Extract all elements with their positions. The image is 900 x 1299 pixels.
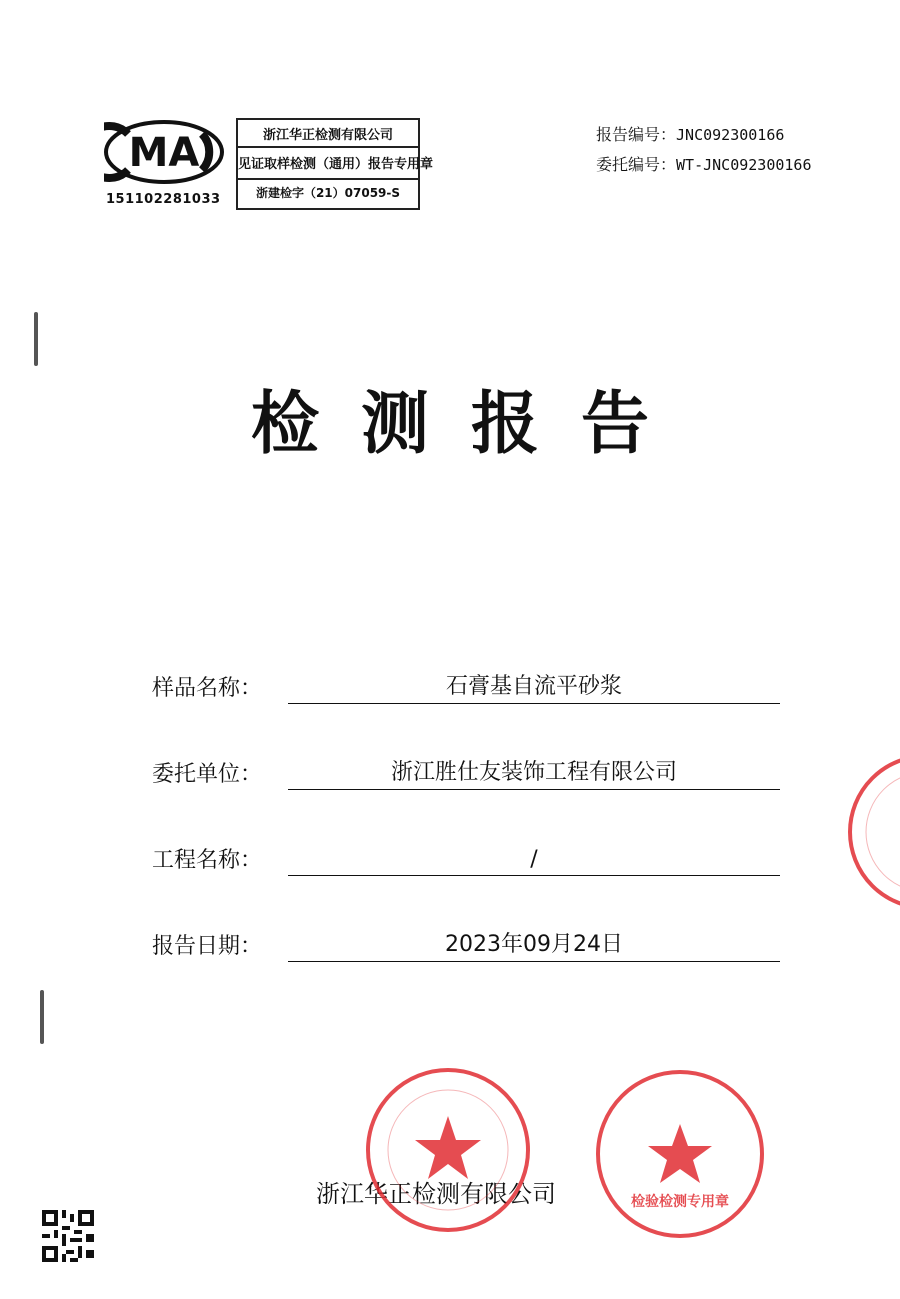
stamp-divider: [238, 178, 418, 180]
report-number-label: 报告编号：: [596, 125, 677, 144]
field-label: 报告日期：: [152, 934, 263, 959]
report-number: JNC092300166: [676, 126, 785, 144]
underline: [288, 789, 780, 791]
cma-code: 151102281033: [106, 192, 221, 207]
field-label: 委托单位：: [152, 762, 263, 787]
partial-seal-icon: [846, 752, 900, 912]
entrust-number: WT-JNC092300166: [676, 156, 812, 174]
field-value: /: [530, 847, 538, 872]
field-client: [152, 754, 782, 794]
inspection-seal-icon: [594, 1068, 766, 1240]
underline: [288, 703, 780, 705]
qr-code-icon: [42, 1210, 94, 1262]
underline: [288, 875, 780, 877]
svg-text:MA: MA: [128, 130, 200, 176]
cma-logo-icon: [104, 120, 228, 190]
field-project-name: [152, 840, 782, 880]
report-number-row: [596, 120, 811, 150]
page-title: 检测报告: [250, 384, 691, 464]
svg-text:检验检测专用章: 检验检测专用章: [631, 1194, 729, 1210]
stamp-line-company: 浙江华正检测有限公司: [262, 128, 393, 143]
field-label: 工程名称：: [152, 848, 263, 873]
field-report-date: [152, 926, 782, 966]
company-seal-icon: [364, 1066, 532, 1234]
cma-mark: [104, 120, 228, 210]
field-sample-name: [152, 668, 782, 708]
underline: [288, 961, 780, 963]
qualification-stamp: [236, 118, 434, 210]
entrust-number-row: [596, 150, 811, 180]
scan-mark: [34, 312, 38, 366]
scan-mark: [40, 990, 44, 1044]
stamp-line-license: 浙建检字（21）07059-S: [255, 186, 401, 200]
issuer-company: 浙江华正检测有限公司: [316, 1180, 556, 1208]
report-references: [596, 120, 811, 180]
field-value: 2023年09月24日: [445, 932, 623, 957]
field-value: 石膏基自流平砂浆: [445, 674, 622, 699]
field-value: 浙江胜仕友装饰工程有限公司: [390, 760, 677, 785]
field-label: 样品名称：: [152, 676, 263, 701]
stamp-line-type: 见证取样检测（通用）报告专用章: [238, 157, 434, 172]
stamp-divider: [238, 146, 418, 148]
entrust-number-label: 委托编号：: [596, 155, 677, 174]
